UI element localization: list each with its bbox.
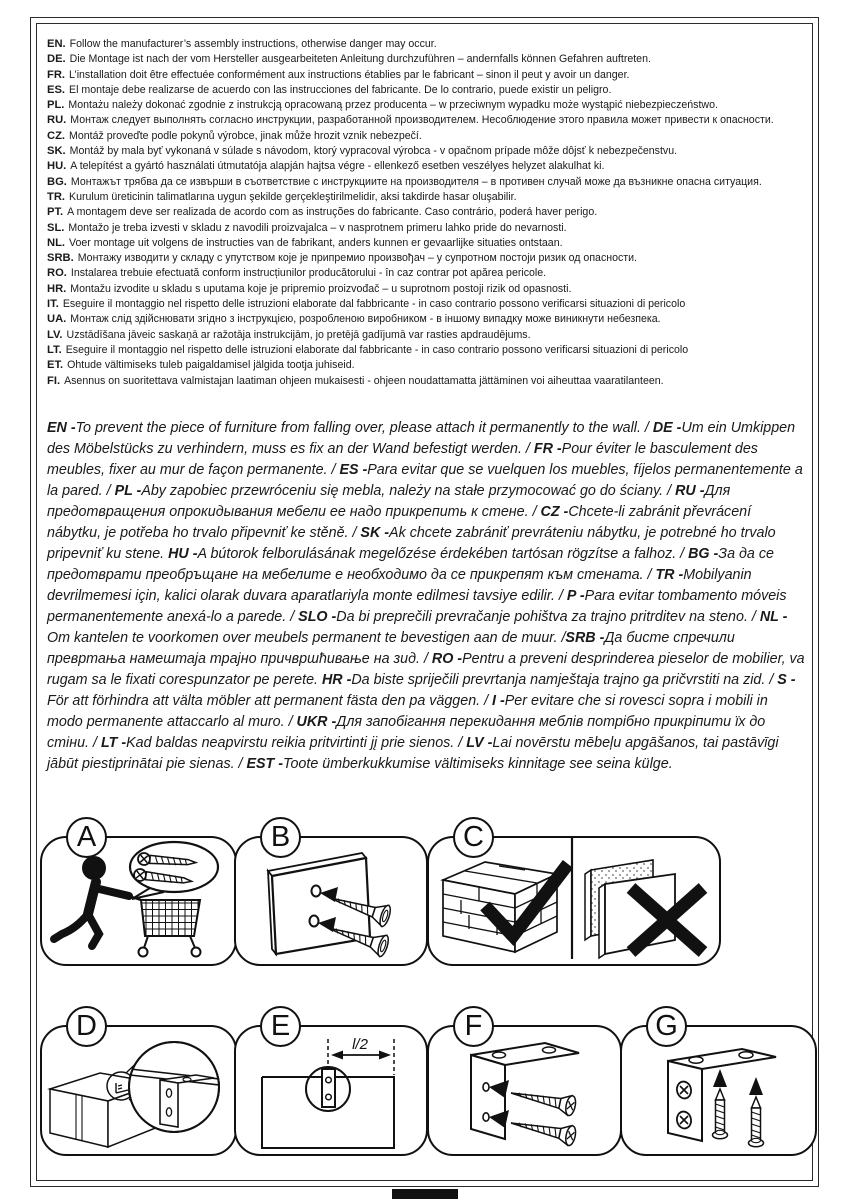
warning-text: A bútorok felborulásának megelőzése érdekében tartósan rögzítse a falhoz. /	[197, 546, 689, 562]
instruction-text: Montažo je treba izvesti v skladu z navodili proizvajalca – v nasprotnem primeru lahko pride do nevarnosti.	[68, 221, 567, 234]
instruction-line	[47, 113, 807, 128]
instruction-text: El montaje debe realizarse de acuerdo con las instrucciones del fabricante. De lo contrario, puede existir un peligro.	[69, 83, 612, 96]
panel-c	[427, 821, 721, 966]
panel-a-label-badge	[66, 817, 107, 858]
language-code: UA.	[47, 313, 67, 326]
panel-e-label-badge	[260, 1006, 301, 1047]
instruction-text: A montagem deve ser realizada de acordo com as instruções do fabricante. Caso contrário, poderá haver perigo.	[67, 206, 598, 219]
panel-letter: E	[270, 1010, 291, 1042]
wall-plug-illustration	[236, 838, 421, 959]
instruction-line	[47, 251, 807, 266]
warning-language-code: BG -	[688, 546, 719, 562]
panel-d-label-badge	[66, 1006, 107, 1047]
instruction-line	[47, 374, 807, 389]
instruction-line	[47, 175, 807, 190]
language-code: FI.	[47, 374, 61, 387]
print-registration-mark	[392, 1189, 458, 1199]
instruction-text: Монтаж следует выполнять согласно инструкции, разработанной производителем. Несоблюдение этого правила может привести к опасности.	[70, 114, 774, 127]
language-code: LV.	[47, 328, 63, 341]
warning-text: För att förhindra att välta möbler att permanent fästa den pa väggen. /	[47, 693, 493, 709]
panel-letter: F	[464, 1010, 483, 1042]
language-code: TR.	[47, 190, 66, 203]
instruction-text: L’installation doit être effectuée conformément aux instructions établies par le fabricant – sinon il peut y avoir un danger.	[69, 68, 630, 81]
warning-text: Chcete-li zabránit převrácení nábytku, je potřeba ho trvalo připevniť ke stěně. /	[47, 504, 752, 541]
warning-text: Kad baldas neapvirstu reikia pritvirtinti jį prie sienos. /	[126, 735, 467, 751]
instruction-text: Eseguire il montaggio nel rispetto delle istruzioni elaborate dal fabbricante - in caso contrario possono verificarsi situazioni di pericolo	[62, 298, 686, 311]
panel-letter: D	[76, 1010, 97, 1042]
warning-language-code: P -	[566, 588, 585, 604]
instruction-line	[47, 266, 807, 281]
language-code: ET.	[47, 359, 64, 372]
instruction-text: Kurulum üreticinin talimatlarına uygun şekilde gerçekleştirilmelidir, aksi takdirde hasar oluşabilir.	[69, 190, 517, 203]
language-code: ES.	[47, 83, 66, 96]
instruction-text: Монтаж слід здійснювати згідно з інструкцією, розробленою виробником - в іншому випадку може виникнути небезпека.	[70, 313, 661, 326]
panel-c-label-badge	[453, 817, 494, 858]
instruction-line	[47, 83, 807, 98]
warning-language-code: LT -	[100, 735, 127, 751]
warning-text: Да бисте спречили превртања намештаја трајно причвршћивање на зид. /	[47, 630, 735, 667]
warning-language-code: EN -	[47, 420, 76, 436]
instruction-text: Die Montage ist nach der vom Hersteller ausgearbeiteten Anleitung durchzuführen – andernfalls können Gefahren auftreten.	[69, 53, 651, 66]
panel-a	[40, 821, 237, 966]
instruction-text: Uzstādīšana jāveic saskaņā ar ražotāja instrukcijām, jo pretējā gadījumā var rasties apdraudējums.	[66, 328, 531, 341]
panel-letter: B	[270, 821, 291, 853]
warning-text: Ak chcete zabrániť prevráteniu nábytku, je potrebné ho trvalo pripevniť ku stene.	[47, 525, 776, 562]
screw-icon	[713, 1069, 764, 1147]
warning-language-code: SLO -	[298, 609, 337, 625]
instruction-line	[47, 144, 807, 159]
warning-text: Pentru a preveni desprinderea pieselor de mobilier, va rugam sa le fixati corespunzator pe perete.	[47, 651, 805, 688]
panel-g	[620, 1010, 817, 1156]
language-code: NL.	[47, 236, 66, 249]
warning-text: To prevent the piece of furniture from falling over, please attach it permanently to the wall. /	[75, 420, 653, 436]
warning-text: Om kantelen te voorkomen over meubels permanent te bevestigen aan de muur. /	[47, 630, 566, 646]
panel-f	[427, 1010, 622, 1156]
warning-text: Para evitar tombamento móveis permanentemente anexá-lo a parede. /	[47, 588, 787, 625]
language-code: FR.	[47, 68, 66, 81]
panel-b	[234, 821, 428, 966]
language-code: SK.	[47, 145, 66, 158]
shopping-cart-icon	[129, 896, 201, 957]
warning-text: Para evitar que se vuelquen los muebles, fíjelos permanentemente a la pared. /	[47, 462, 803, 499]
warning-language-code: HR -	[321, 672, 352, 688]
warning-language-code: HU -	[168, 546, 198, 562]
instruction-line	[47, 37, 807, 52]
warning-language-code: SK -	[360, 525, 390, 541]
panel-d	[40, 1010, 237, 1156]
warning-text: Da biste spriječili prevrtanja namještaja trajno ga pričvrstiti na zid. /	[351, 672, 778, 688]
warning-language-code: ES -	[339, 462, 368, 478]
language-code: DE.	[47, 53, 66, 66]
person-icon	[54, 856, 129, 946]
bracket-wall-screws-illustration	[429, 1027, 615, 1149]
half-length-dimension-illustration	[236, 1027, 421, 1149]
wall-warning-paragraph	[47, 418, 805, 775]
panel-letter: G	[655, 1010, 678, 1042]
instruction-text: Монтажу изводити у складу с упутством које је припремио произвођач – у супротном постоји ризик од опасности.	[77, 252, 637, 265]
instruction-line	[47, 52, 807, 67]
instruction-text: Voer montage uit volgens de instructies van de fabrikant, anders kunnen er gevaarlijke situaties ontstaan.	[69, 236, 563, 249]
instruction-line	[47, 358, 807, 373]
instruction-line	[47, 68, 807, 83]
instruction-text: Ohtude vältimiseks tuleb paigaldamisel jälgida tootja juhiseid.	[67, 359, 355, 372]
panel-b-label-badge	[260, 817, 301, 858]
panel-f-label-badge	[453, 1006, 494, 1047]
instruction-line	[47, 282, 807, 297]
bracket-position-illustration	[42, 1027, 230, 1149]
instruction-text: Montażu należy dokonać zgodnie z instrukcją opracowaną przez producenta – w przeciwnym wypadku może wystąpić niebezpieczeństwo.	[68, 99, 718, 112]
dimension-label: l/2	[352, 1036, 368, 1053]
warning-language-code: UKR -	[296, 714, 337, 730]
warning-language-code: EST -	[246, 756, 284, 772]
warning-language-code: S -	[777, 672, 796, 688]
instruction-line	[47, 328, 807, 343]
instruction-text: Montáž by mala byť vykonaná v súlade s návodom, ktorý vypracoval výrobca - v opačnom prípade môže dôjsť k nebezpečenstvu.	[69, 145, 678, 158]
warning-language-code: FR -	[533, 441, 562, 457]
assembly-instructions-list	[47, 37, 807, 389]
instruction-text: Montáž proveďte podle pokynů výrobce, jinak může hrozit vznik nebezpečí.	[69, 129, 422, 142]
language-code: HR.	[47, 282, 67, 295]
instruction-line	[47, 221, 807, 236]
language-code: PT.	[47, 206, 64, 219]
warning-text: Da bi preprečili prevračanje pohištva za trajno pritrditev na steno. /	[336, 609, 760, 625]
language-code: HU.	[47, 160, 67, 173]
instruction-line	[47, 98, 807, 113]
language-code: SL.	[47, 221, 65, 234]
instruction-line	[47, 129, 807, 144]
language-code: IT.	[47, 298, 59, 311]
language-code: RO.	[47, 267, 67, 280]
warning-language-code: RO -	[431, 651, 463, 667]
instruction-line	[47, 312, 807, 327]
instruction-text: Монтажът трябва да се извърши в съответствие с инструкциите на производителя – в противен случай може да възникне опасна ситуация.	[70, 175, 762, 188]
warning-text: Um ein Umkippen des Möbelstücks zu verhindern, muss es fix an der Wand befestigt werden. /	[47, 420, 796, 457]
panel-letter: A	[76, 821, 97, 853]
buy-screws-illustration	[42, 838, 230, 959]
language-code: EN.	[47, 38, 66, 50]
warning-text: Для предотвращения опрокидывания мебели ее надо прикрепить к стене. /	[47, 483, 731, 520]
warning-text: За да се предотврати преобръщане на мебелите е необходимо да се прикрепят към стената. /	[47, 546, 774, 583]
instruction-line	[47, 297, 807, 312]
language-code: PL.	[47, 99, 65, 112]
instruction-line	[47, 205, 807, 220]
panel-g-label-badge	[646, 1006, 687, 1047]
warning-text: Pour éviter le basculement des meubles, fixer au mur de façon permanente. /	[47, 441, 758, 478]
instruction-text: A telepítést a gyártó használati útmutatója alapján hajtsa végre - ellenkező esetben veszélyes helyzet alakulhat ki.	[70, 160, 605, 173]
instruction-line	[47, 343, 807, 358]
instruction-text: Montažu izvodite u skladu s uputama koje je pripremio proizvođač – u suprotnom postoji rizik od opasnosti.	[70, 282, 572, 295]
warning-text: Для запобігання перекидання меблів потрібно прикріпити їх до стіни. /	[47, 714, 766, 751]
warning-language-code: SRB -	[565, 630, 605, 646]
bracket-furniture-screws-illustration	[622, 1027, 810, 1149]
instruction-text: Follow the manufacturer’s assembly instructions, otherwise danger may occur.	[69, 38, 437, 50]
warning-language-code: DE -	[652, 420, 682, 436]
language-code: CZ.	[47, 129, 66, 142]
panel-e	[234, 1010, 428, 1156]
warning-language-code: RU -	[675, 483, 705, 499]
warning-language-code: NL -	[759, 609, 788, 625]
language-code: LT.	[47, 343, 62, 356]
language-code: BG.	[47, 175, 67, 188]
warning-language-code: TR -	[655, 567, 684, 583]
instruction-text: Instalarea trebuie efectuată conform instrucțiunilor producătorului - în caz contrar pot apărea pericole.	[70, 267, 547, 280]
language-code: SRB.	[47, 252, 74, 265]
instruction-line	[47, 159, 807, 174]
instruction-text: Asennus on suoritettava valmistajan laatiman ohjeen mukaisesti - ohjeen noudattamatta jättäminen voi aiheuttaa vaaratilanteen.	[64, 374, 664, 387]
instruction-line	[47, 190, 807, 205]
language-code: RU.	[47, 114, 67, 127]
warning-text: Aby zapobiec przewróceniu się mebla, należy na stałe przymocować go do ściany. /	[141, 483, 676, 499]
warning-language-code: I -	[492, 693, 505, 709]
warning-text: Toote ümberkukkumise vältimiseks kinnitage see seina külge.	[283, 756, 673, 772]
warning-language-code: PL -	[114, 483, 142, 499]
instruction-text: Eseguire il montaggio nel rispetto delle istruzioni elaborate dal fabbricante - in caso contrario possono verificarsi situazioni di pericolo	[65, 343, 689, 356]
warning-language-code: LV -	[466, 735, 493, 751]
panel-letter: C	[463, 821, 484, 853]
warning-text: Lai novērstu mēbeļu apgāšanos, tai pastāvīgi jābūt piestiprinātai pie sienas. /	[47, 735, 779, 772]
instruction-line	[47, 236, 807, 251]
speech-bubble-icon	[130, 842, 218, 899]
warning-language-code: CZ -	[540, 504, 569, 520]
warning-text: Mobilyanin devrilmemesi için, kalici olarak duvara aparatlariyla monte edilmesi tavsiye edilir. /	[47, 567, 752, 604]
warning-text: Per evitare che si rovesci sopra i mobili in modo permanente attaccarlo al muro. /	[47, 693, 768, 730]
